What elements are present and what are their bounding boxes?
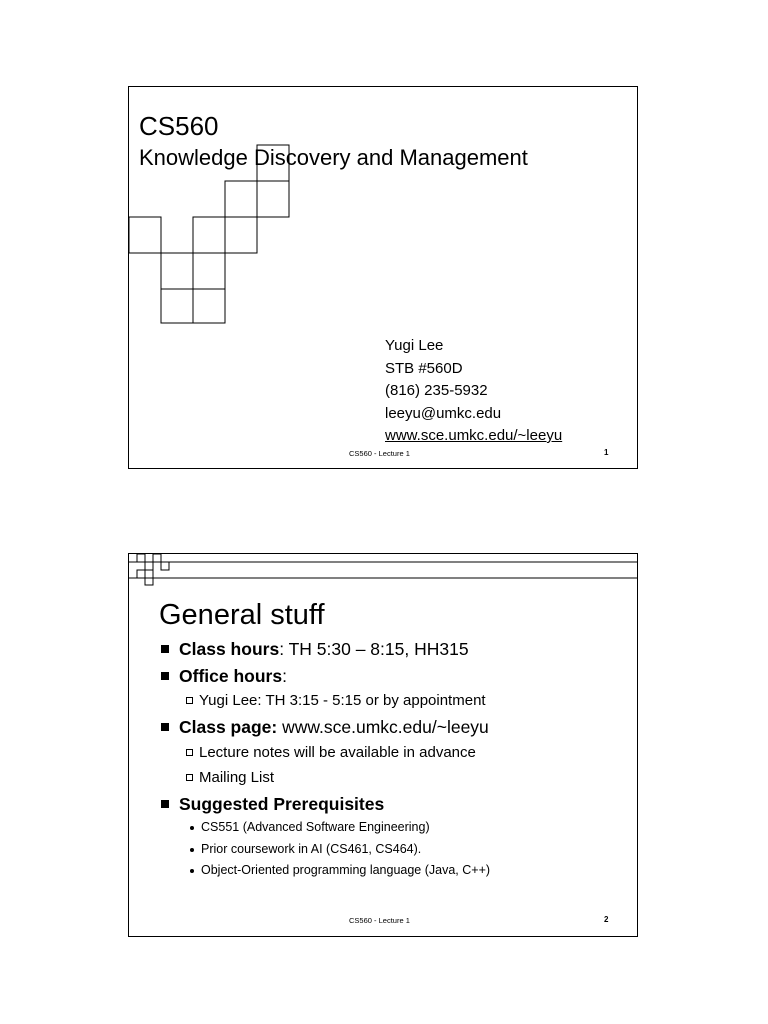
contact-block <box>385 335 562 448</box>
content-list <box>159 638 490 884</box>
dot-bullet-icon <box>190 869 194 873</box>
class-page-value: www.sce.umkc.edu/~leeyu <box>277 717 489 738</box>
instructor-name: Yugi Lee <box>385 337 444 354</box>
list-item-class-page <box>159 716 490 738</box>
list-subitem: Object-Oriented programming language (Java, C++) <box>159 862 490 879</box>
square-bullet-icon <box>161 645 169 653</box>
slide-title: General stuff <box>159 599 325 631</box>
slide-2 <box>128 553 638 937</box>
square-bullet-icon <box>161 672 169 680</box>
prerequisites-label: Suggested Prerequisites <box>179 793 385 814</box>
list-item-office-hours <box>159 665 490 687</box>
hollow-square-bullet-icon <box>186 749 193 756</box>
slide-subtitle: Knowledge Discovery and Management <box>139 145 528 170</box>
slide-1 <box>128 86 638 469</box>
slide-footer: CS560 - Lecture 1 <box>349 449 410 458</box>
office-hours-label: Office hours <box>179 665 283 686</box>
list-subitem: CS551 (Advanced Software Engineering) <box>159 819 490 836</box>
hollow-square-bullet-icon <box>186 697 193 704</box>
list-item-prerequisites <box>159 793 490 815</box>
list-subitem: Lecture notes will be available in advance <box>159 743 490 763</box>
website-link[interactable]: www.sce.umkc.edu/~leeyu <box>385 427 563 444</box>
class-hours-label: Class hours <box>179 639 280 659</box>
list-item-class-hours <box>159 638 490 660</box>
slide-footer: CS560 - Lecture 1 <box>349 916 410 925</box>
list-subitem: Yugi Lee: TH 3:15 - 5:15 or by appointment <box>159 691 490 711</box>
office-hours-value: : <box>282 665 287 686</box>
page-number: 2 <box>604 915 609 924</box>
phone-number: (816) 235-5932 <box>385 382 488 399</box>
office-location: STB #560D <box>385 359 463 377</box>
dot-bullet-icon <box>190 848 194 852</box>
dot-bullet-icon <box>190 826 194 830</box>
class-hours-value: : TH 5:30 – 8:15, HH315 <box>279 639 469 659</box>
hollow-square-bullet-icon <box>186 774 193 781</box>
square-bullet-icon <box>161 800 169 808</box>
list-subitem: Prior coursework in AI (CS461, CS464). <box>159 841 490 858</box>
slide-title: CS560 <box>139 111 219 141</box>
list-subitem: Mailing List <box>159 768 490 788</box>
class-page-label: Class page: <box>179 717 278 738</box>
decorative-header-grid <box>129 554 637 594</box>
square-bullet-icon <box>161 723 169 731</box>
page-number: 1 <box>604 448 609 457</box>
email-address: leeyu@umkc.edu <box>385 404 502 422</box>
